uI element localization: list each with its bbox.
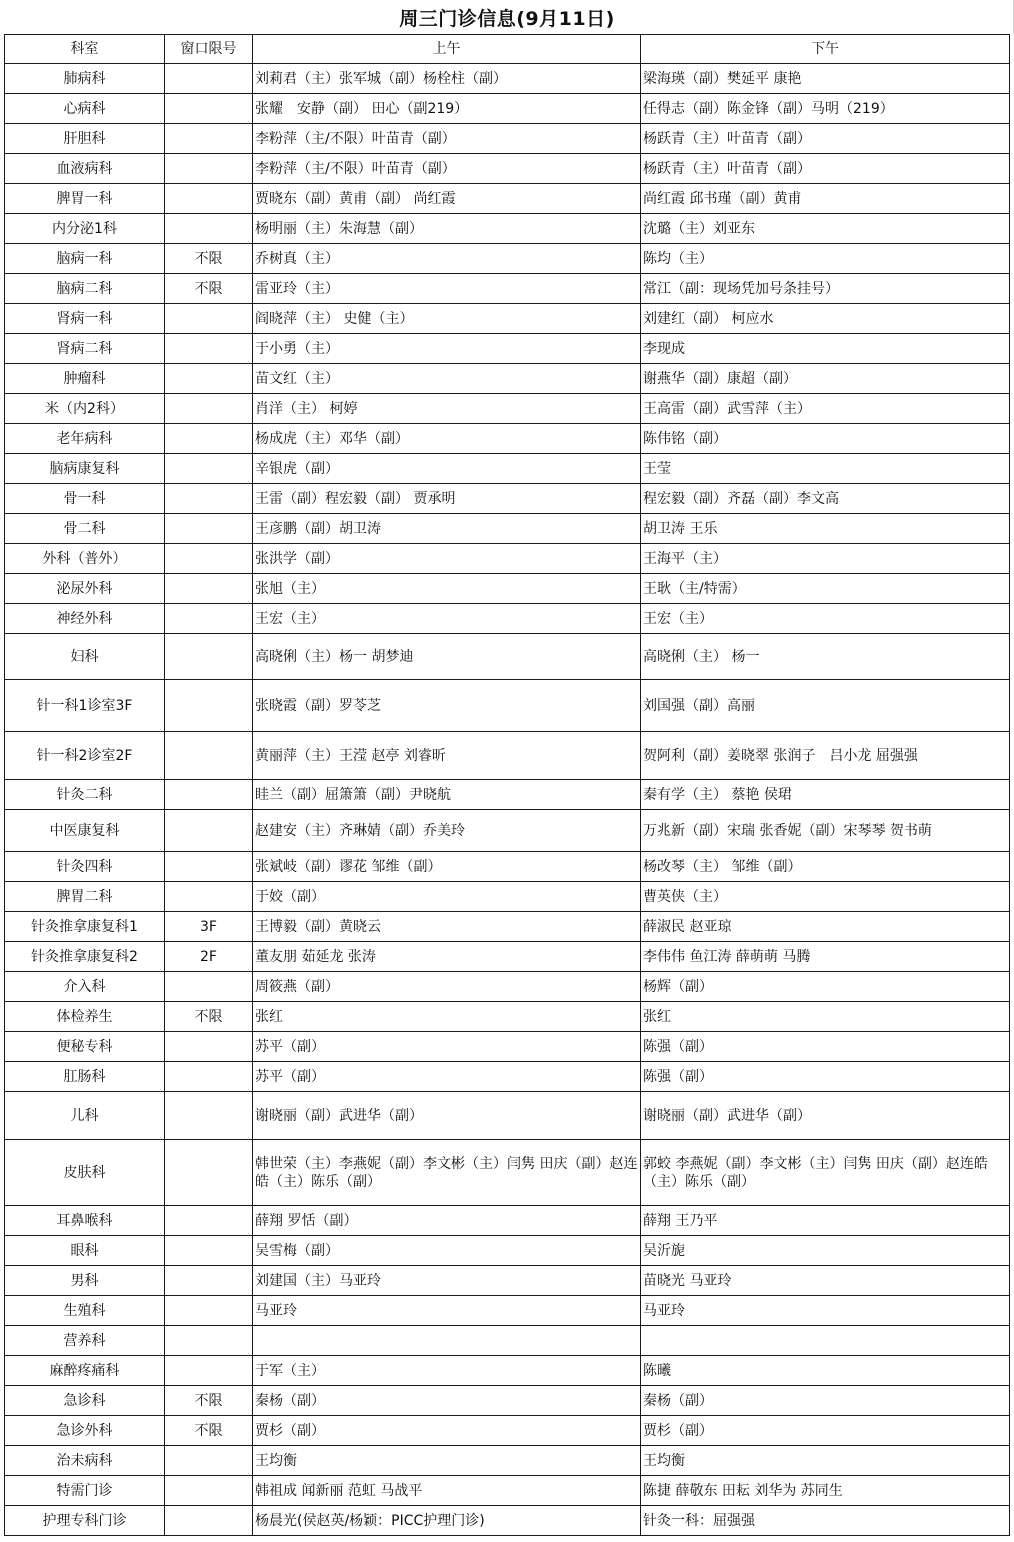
afternoon-cell: 陈强（副） (641, 1032, 1010, 1062)
window-limit-cell (165, 124, 253, 154)
table-row (5, 972, 1010, 1002)
table-row (5, 544, 1010, 574)
morning-cell: 刘建国（主）马亚玲 (253, 1266, 641, 1296)
dept-cell: 脑病一科 (5, 244, 165, 274)
window-limit-cell (165, 1356, 253, 1386)
table-row (5, 304, 1010, 334)
window-limit-cell: 2F (165, 942, 253, 972)
afternoon-cell: 万兆新（副）宋瑞 张香妮（副）宋琴琴 贺书萌 (641, 810, 1010, 852)
dept-cell: 体检养生 (5, 1002, 165, 1032)
table-row (5, 94, 1010, 124)
window-limit-cell (165, 454, 253, 484)
afternoon-cell: 秦杨（副） (641, 1386, 1010, 1416)
clinic-schedule-table (4, 34, 1010, 1536)
morning-cell: 张耀 安静（副） 田心（副219） (253, 94, 641, 124)
window-limit-cell (165, 1092, 253, 1140)
table-row (5, 514, 1010, 544)
afternoon-cell: 谢燕华（副）康超（副） (641, 364, 1010, 394)
morning-cell: 杨成虎（主）邓华（副） (253, 424, 641, 454)
table-row (5, 184, 1010, 214)
afternoon-cell: 常江（副：现场凭加号条挂号） (641, 274, 1010, 304)
afternoon-cell: 曹英侠（主） (641, 882, 1010, 912)
title-row (0, 0, 1014, 34)
afternoon-cell: 马亚玲 (641, 1296, 1010, 1326)
dept-cell: 急诊外科 (5, 1416, 165, 1446)
table-row (5, 1140, 1010, 1206)
table-row (5, 334, 1010, 364)
table-row (5, 1356, 1010, 1386)
morning-cell: 韩祖成 闻新丽 范虹 马战平 (253, 1476, 641, 1506)
dept-cell: 眼科 (5, 1236, 165, 1266)
morning-cell: 张红 (253, 1002, 641, 1032)
window-limit-cell (165, 184, 253, 214)
afternoon-cell: 谢晓丽（副）武进华（副） (641, 1092, 1010, 1140)
window-limit-cell (165, 94, 253, 124)
table-row (5, 484, 1010, 514)
table-row (5, 1506, 1010, 1536)
morning-cell: 韩世荣（主）李燕妮（副）李文彬（主）闫隽 田庆（副）赵连皓（主）陈乐（副） (253, 1140, 641, 1206)
table-row (5, 364, 1010, 394)
afternoon-cell: 贾杉（副） (641, 1416, 1010, 1446)
morning-cell: 乔树真（主） (253, 244, 641, 274)
table-row (5, 424, 1010, 454)
afternoon-cell: 郭蛟 李燕妮（副）李文彬（主）闫隽 田庆（副）赵连皓（主）陈乐（副） (641, 1140, 1010, 1206)
afternoon-cell: 针灸一科：屈强强 (641, 1506, 1010, 1536)
afternoon-cell: 王海平（主） (641, 544, 1010, 574)
dept-cell: 针灸二科 (5, 780, 165, 810)
header-row (5, 35, 1010, 64)
schedule-body (5, 64, 1010, 1536)
window-limit-cell: 3F (165, 912, 253, 942)
table-row (5, 942, 1010, 972)
morning-cell: 阎晓萍（主） 史健（主） (253, 304, 641, 334)
dept-cell: 外科（普外） (5, 544, 165, 574)
table-row (5, 214, 1010, 244)
header-window: 窗口限号 (165, 35, 253, 64)
morning-cell: 王宏（主） (253, 604, 641, 634)
window-limit-cell (165, 1296, 253, 1326)
dept-cell: 内分泌1科 (5, 214, 165, 244)
page-title: 周三门诊信息(9月11日) (399, 7, 615, 30)
afternoon-cell: 王均衡 (641, 1446, 1010, 1476)
afternoon-cell: 苗晓光 马亚玲 (641, 1266, 1010, 1296)
window-limit-cell (165, 1266, 253, 1296)
table-row (5, 1206, 1010, 1236)
window-limit-cell (165, 1062, 253, 1092)
afternoon-cell: 杨辉（副） (641, 972, 1010, 1002)
morning-cell: 张旭（主） (253, 574, 641, 604)
window-limit-cell (165, 1446, 253, 1476)
table-row (5, 680, 1010, 732)
window-limit-cell (165, 304, 253, 334)
afternoon-cell: 陈伟铭（副） (641, 424, 1010, 454)
dept-cell: 护理专科门诊 (5, 1506, 165, 1536)
morning-cell: 王雷（副）程宏毅（副） 贾承明 (253, 484, 641, 514)
window-limit-cell (165, 484, 253, 514)
afternoon-cell: 胡卫涛 王乐 (641, 514, 1010, 544)
dept-cell: 针一科1诊室3F (5, 680, 165, 732)
afternoon-cell: 程宏毅（副）齐磊（副）李文高 (641, 484, 1010, 514)
window-limit-cell (165, 1476, 253, 1506)
afternoon-cell: 李伟伟 鱼江涛 薛萌萌 马腾 (641, 942, 1010, 972)
dept-cell: 老年病科 (5, 424, 165, 454)
window-limit-cell (165, 394, 253, 424)
dept-cell: 皮肤科 (5, 1140, 165, 1206)
dept-cell: 针灸推拿康复科2 (5, 942, 165, 972)
morning-cell (253, 1326, 641, 1356)
morning-cell: 肖洋（主） 柯婷 (253, 394, 641, 424)
dept-cell: 肛肠科 (5, 1062, 165, 1092)
table-row (5, 1002, 1010, 1032)
morning-cell: 黄丽萍（主）王滢 赵亭 刘睿昕 (253, 732, 641, 780)
dept-cell: 儿科 (5, 1092, 165, 1140)
window-limit-cell: 不限 (165, 1386, 253, 1416)
afternoon-cell: 高晓俐（主） 杨一 (641, 634, 1010, 680)
window-limit-cell: 不限 (165, 274, 253, 304)
window-limit-cell (165, 514, 253, 544)
table-row (5, 154, 1010, 184)
table-row (5, 852, 1010, 882)
afternoon-cell: 王宏（主） (641, 604, 1010, 634)
morning-cell: 辛银虎（副） (253, 454, 641, 484)
table-row (5, 780, 1010, 810)
morning-cell: 于姣（副） (253, 882, 641, 912)
dept-cell: 针灸推拿康复科1 (5, 912, 165, 942)
morning-cell: 贾晓东（副）黄甫（副） 尚红霞 (253, 184, 641, 214)
dept-cell: 肾病二科 (5, 334, 165, 364)
table-row (5, 574, 1010, 604)
table-row (5, 1092, 1010, 1140)
afternoon-cell: 陈均（主） (641, 244, 1010, 274)
dept-cell: 脑病二科 (5, 274, 165, 304)
window-limit-cell: 不限 (165, 1002, 253, 1032)
table-row (5, 64, 1010, 94)
afternoon-cell: 王耿（主/特需） (641, 574, 1010, 604)
dept-cell: 妇科 (5, 634, 165, 680)
table-row (5, 1476, 1010, 1506)
afternoon-cell: 沈璐（主）刘亚东 (641, 214, 1010, 244)
morning-cell: 李粉萍（主/不限）叶苗青（副） (253, 124, 641, 154)
afternoon-cell: 薛淑民 赵亚琼 (641, 912, 1010, 942)
header-am: 上午 (253, 35, 641, 64)
morning-cell: 雷亚玲（主） (253, 274, 641, 304)
afternoon-cell: 吴沂旎 (641, 1236, 1010, 1266)
afternoon-cell (641, 1326, 1010, 1356)
table-row (5, 1236, 1010, 1266)
window-limit-cell (165, 604, 253, 634)
window-limit-cell (165, 1326, 253, 1356)
window-limit-cell: 不限 (165, 1416, 253, 1446)
dept-cell: 米（内2科） (5, 394, 165, 424)
dept-cell: 针一科2诊室2F (5, 732, 165, 780)
morning-cell: 吴雪梅（副） (253, 1236, 641, 1266)
morning-cell: 刘莉君（主）张军城（副）杨栓柱（副） (253, 64, 641, 94)
dept-cell: 男科 (5, 1266, 165, 1296)
afternoon-cell: 张红 (641, 1002, 1010, 1032)
dept-cell: 心病科 (5, 94, 165, 124)
window-limit-cell (165, 574, 253, 604)
window-limit-cell (165, 852, 253, 882)
dept-cell: 治未病科 (5, 1446, 165, 1476)
afternoon-cell: 梁海瑛（副）樊延平 康艳 (641, 64, 1010, 94)
morning-cell: 杨明丽（主）朱海慧（副） (253, 214, 641, 244)
afternoon-cell: 李现成 (641, 334, 1010, 364)
afternoon-cell: 刘国强（副）高丽 (641, 680, 1010, 732)
table-row (5, 604, 1010, 634)
dept-cell: 麻醉疼痛科 (5, 1356, 165, 1386)
table-row (5, 454, 1010, 484)
morning-cell: 谢晓丽（副）武进华（副） (253, 1092, 641, 1140)
morning-cell: 于小勇（主） (253, 334, 641, 364)
window-limit-cell (165, 544, 253, 574)
window-limit-cell (165, 214, 253, 244)
morning-cell: 杨晨光(侯赵英/杨颖：PICC护理门诊) (253, 1506, 641, 1536)
morning-cell: 苗文红（主） (253, 364, 641, 394)
window-limit-cell (165, 634, 253, 680)
afternoon-cell: 刘建红（副） 柯应水 (641, 304, 1010, 334)
dept-cell: 肿瘤科 (5, 364, 165, 394)
window-limit-cell: 不限 (165, 244, 253, 274)
afternoon-cell: 秦有学（主） 蔡艳 侯珺 (641, 780, 1010, 810)
morning-cell: 李粉萍（主/不限）叶苗青（副） (253, 154, 641, 184)
morning-cell: 苏平（副） (253, 1032, 641, 1062)
morning-cell: 苏平（副） (253, 1062, 641, 1092)
window-limit-cell (165, 1206, 253, 1236)
table-row (5, 394, 1010, 424)
window-limit-cell (165, 364, 253, 394)
table-row (5, 1386, 1010, 1416)
afternoon-cell: 杨跃青（主）叶苗青（副） (641, 154, 1010, 184)
table-row (5, 810, 1010, 852)
table-row (5, 634, 1010, 680)
morning-cell: 王博毅（副）黄晓云 (253, 912, 641, 942)
window-limit-cell (165, 780, 253, 810)
table-row (5, 1032, 1010, 1062)
afternoon-cell: 任得志（副）陈金锋（副）马明（219） (641, 94, 1010, 124)
dept-cell: 营养科 (5, 1326, 165, 1356)
window-limit-cell (165, 1506, 253, 1536)
morning-cell: 高晓俐（主）杨一 胡梦迪 (253, 634, 641, 680)
morning-cell: 于军（主） (253, 1356, 641, 1386)
table-row (5, 912, 1010, 942)
table-row (5, 244, 1010, 274)
afternoon-cell: 薛翔 王乃平 (641, 1206, 1010, 1236)
morning-cell: 周筱燕（副） (253, 972, 641, 1002)
afternoon-cell: 杨改琴（主） 邹维（副） (641, 852, 1010, 882)
dept-cell: 特需门诊 (5, 1476, 165, 1506)
window-limit-cell (165, 882, 253, 912)
afternoon-cell: 陈曦 (641, 1356, 1010, 1386)
dept-cell: 脾胃二科 (5, 882, 165, 912)
table-row (5, 274, 1010, 304)
dept-cell: 生殖科 (5, 1296, 165, 1326)
morning-cell: 张斌岐（副）谬花 邹维（副） (253, 852, 641, 882)
window-limit-cell (165, 732, 253, 780)
dept-cell: 急诊科 (5, 1386, 165, 1416)
table-row (5, 1296, 1010, 1326)
morning-cell: 赵建安（主）齐琳婧（副）乔美玲 (253, 810, 641, 852)
morning-cell: 王均衡 (253, 1446, 641, 1476)
table-row (5, 124, 1010, 154)
morning-cell: 秦杨（副） (253, 1386, 641, 1416)
window-limit-cell (165, 810, 253, 852)
morning-cell: 张晓霞（副）罗苓芝 (253, 680, 641, 732)
dept-cell: 神经外科 (5, 604, 165, 634)
dept-cell: 脾胃一科 (5, 184, 165, 214)
afternoon-cell: 陈强（副） (641, 1062, 1010, 1092)
window-limit-cell (165, 1140, 253, 1206)
window-limit-cell (165, 972, 253, 1002)
window-limit-cell (165, 680, 253, 732)
dept-cell: 中医康复科 (5, 810, 165, 852)
dept-cell: 脑病康复科 (5, 454, 165, 484)
dept-cell: 耳鼻喉科 (5, 1206, 165, 1236)
dept-cell: 血液病科 (5, 154, 165, 184)
afternoon-cell: 贺阿利（副）姜晓翠 张润子 吕小龙 屈强强 (641, 732, 1010, 780)
table-row (5, 1266, 1010, 1296)
morning-cell: 董友朋 茹延龙 张涛 (253, 942, 641, 972)
window-limit-cell (165, 64, 253, 94)
afternoon-cell: 尚红霞 邱书瑾（副）黄甫 (641, 184, 1010, 214)
dept-cell: 针灸四科 (5, 852, 165, 882)
window-limit-cell (165, 154, 253, 184)
header-pm: 下午 (641, 35, 1010, 64)
afternoon-cell: 王莹 (641, 454, 1010, 484)
morning-cell: 王彦鹏（副）胡卫涛 (253, 514, 641, 544)
afternoon-cell: 陈捷 薛敬东 田耘 刘华为 苏同生 (641, 1476, 1010, 1506)
morning-cell: 薛翔 罗恬（副） (253, 1206, 641, 1236)
window-limit-cell (165, 424, 253, 454)
morning-cell: 眭兰（副）屈箫箫（副）尹晓航 (253, 780, 641, 810)
dept-cell: 骨一科 (5, 484, 165, 514)
window-limit-cell (165, 1032, 253, 1062)
header-dept: 科室 (5, 35, 165, 64)
table-row (5, 1062, 1010, 1092)
dept-cell: 泌尿外科 (5, 574, 165, 604)
table-row (5, 732, 1010, 780)
dept-cell: 肺病科 (5, 64, 165, 94)
window-limit-cell (165, 1236, 253, 1266)
morning-cell: 张洪学（副） (253, 544, 641, 574)
dept-cell: 介入科 (5, 972, 165, 1002)
afternoon-cell: 杨跃青（主）叶苗青（副） (641, 124, 1010, 154)
window-limit-cell (165, 334, 253, 364)
afternoon-cell: 王高雷（副）武雪萍（主） (641, 394, 1010, 424)
morning-cell: 贾杉（副） (253, 1416, 641, 1446)
table-row (5, 882, 1010, 912)
table-row (5, 1326, 1010, 1356)
table-row (5, 1416, 1010, 1446)
dept-cell: 便秘专科 (5, 1032, 165, 1062)
table-row (5, 1446, 1010, 1476)
dept-cell: 肾病一科 (5, 304, 165, 334)
dept-cell: 骨二科 (5, 514, 165, 544)
morning-cell: 马亚玲 (253, 1296, 641, 1326)
dept-cell: 肝胆科 (5, 124, 165, 154)
